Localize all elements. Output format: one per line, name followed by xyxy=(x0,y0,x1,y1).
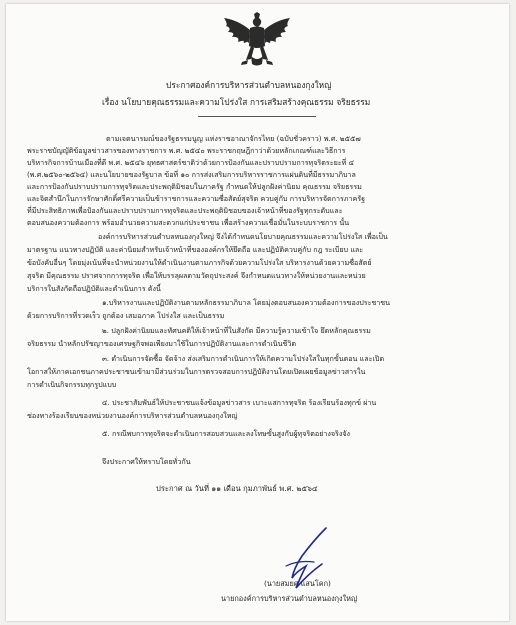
policy-item: ๕. กรณีพบการทุจริตจะดำเนินการสอบสวนและลงโทษขั้นสูงกับผู้ทุจริตอย่างจริงจัง xyxy=(102,429,351,438)
body-line: พระราชบัญญัติข้อมูลข่าวสารของทางราชการ พ.ศ. ๒๕๔๐ พระราชกฤษฎีกาว่าด้วยหลักเกณฑ์และวิธีการ xyxy=(27,146,346,155)
body-line: องค์การบริหารส่วนตำบลหนองกุงใหญ่ จึงได้กำหนดนโยบายคุณธรรมและความโปร่งใส เพื่อเป็น xyxy=(98,232,388,241)
policy-item-cont: การดำเนินกิจกรรมทุกรูปแบบ xyxy=(27,380,117,389)
date-line: ประกาศ ณ วันที่ ๑๑ เดือน กุมภาพันธ์ พ.ศ. ๒๕๖๔ xyxy=(156,484,318,493)
body-line: ตามเจตนารมณ์ของรัฐธรรมนูญ แห่งราชอาณาจักรไทย (ฉบับชั่วคราว) พ.ศ. ๒๕๕๗ xyxy=(106,134,361,143)
header-divider xyxy=(198,116,316,117)
body-line: บริการในสังกัดถือปฏิบัติและดำเนินการ ดังนี้ xyxy=(27,284,161,293)
policy-item-cont: โอกาสให้ภาคเอกชนภาคประชาชนเข้ามามีส่วนร่วมในการตรวจสอบการปฏิบัติงานโดยเปิดเผยข้อมูลข่าวสารใน xyxy=(27,367,366,376)
body-line: (พ.ศ.๒๕๖๐-๒๕๖๔) และนโยบายของรัฐบาล ข้อที่ ๑๐ การส่งเสริมการบริหารราชการแผ่นดินที่มีธรรมาภิบาล xyxy=(27,170,356,179)
policy-item-cont: จริยธรรม นำหลักปรัชญาของเศรษฐกิจพอเพียงมาใช้ในการปฏิบัติงานและการดำเนินชีวิต xyxy=(27,339,297,348)
body-line: และการป้องกันปราบปรามการทุจริตและประพฤติมิชอบในภาครัฐ กำหนดให้ปลูกฝังค่านิยม คุณธรรม จริยธรรม xyxy=(27,182,362,191)
closing-line: จึงประกาศให้ทราบโดยทั่วกัน xyxy=(102,457,191,466)
body-line: และจิตสำนึกในการรักษาศักดิ์ศรีความเป็นข้าราชการและความซื่อสัตย์สุจริต ควบคู่กับ การบริหารจัดการภาครัฐ xyxy=(27,194,366,203)
body-line: ตอบสนองความต้องการ พร้อมอำนวยความสะดวกแก่ประชาชน เพื่อสร้างความเชื่อมั่นในระบบราชการ นั้น xyxy=(27,218,350,227)
body-line: บริหารกิจการบ้านเมืองที่ดี พ.ศ. ๒๕๔๖ ยุทธศาสตร์ชาติว่าด้วยการป้องกันและปราบปรามการทุจริตระยะที่ ๔ xyxy=(27,158,354,167)
document-page xyxy=(6,4,509,621)
body-line: มาตรฐาน แนวทางปฏิบัติ และค่านิยมสำหรับเจ้าหน้าที่ขององค์กรให้ยึดถือ และปฏิบัติควบคู่กับ กฎ ระเบียบ และ xyxy=(27,245,364,254)
policy-item: ๓. ดำเนินการจัดซื้อ จัดจ้าง ส่งเสริมการดำเนินการให้เกิดความโปร่งใสในทุกขั้นตอน และเปิด xyxy=(102,354,385,363)
announcement-title: ประกาศองค์การบริหารส่วนตำบลหนองกุงใหญ่ xyxy=(166,80,332,90)
body-line: ข้อบังคับอื่นๆ โดยมุ่งเน้นที่จะนำหน่วยงานให้ดำเนินงานตามภารกิจด้วยความโปร่งใส บริหารงานด้วยความซื่อสัตย์ xyxy=(27,258,372,267)
body-line: สุจริต มีคุณธรรม ปราศจากการทุจริต เพื่อให้บรรลุผลตามวัตถุประสงค์ จึงกำหนดแนวทางให้หน่วยงานและหน่วย xyxy=(27,271,366,280)
policy-item: ๒. ปลูกฝังค่านิยมและทัศนคติให้เจ้าหน้าที่ในสังกัด มีความรู้ความเข้าใจ ยึดหลักคุณธรรม xyxy=(102,326,371,335)
body-line: ที่มีประสิทธิภาพเพื่อป้องกันและปราบปรามการทุจริตและประพฤติมิชอบของเจ้าหน้าที่ของรัฐทุกระดับและ xyxy=(27,206,343,215)
signatory-position: นายกองค์การบริหารส่วนตำบลหนองกุงใหญ่ xyxy=(221,594,358,603)
policy-item: ๔. ประชาสัมพันธ์ให้ประชาชนแจ้งข้อมูลข่าวสาร เบาะแสการทุจริต ร้องเรียนร้องทุกข์ ผ่าน xyxy=(102,398,377,407)
signatory-name: (นายสมยศ แสนโคก) xyxy=(264,579,331,588)
policy-item: ๑.บริหารงานและปฏิบัติงานตามหลักธรรมาภิบาล โดยมุ่งตอบสนองความต้องการของประชาชน xyxy=(102,298,391,307)
garuda-emblem-icon xyxy=(218,12,296,70)
policy-item-cont: ด้วยการบริการที่รวดเร็ว ถูกต้อง เสมอภาค โปร่งใส และเป็นธรรม xyxy=(27,311,225,320)
policy-item-cont: ช่องทางร้องเรียนของหน่วยงานองค์การบริหารส่วนตำบลหนองกุงใหญ่ xyxy=(27,411,238,420)
announcement-subject: เรื่อง นโยบายคุณธรรมและความโปร่งใส การเสริมสร้างคุณธรรม จริยธรรม xyxy=(102,97,371,107)
